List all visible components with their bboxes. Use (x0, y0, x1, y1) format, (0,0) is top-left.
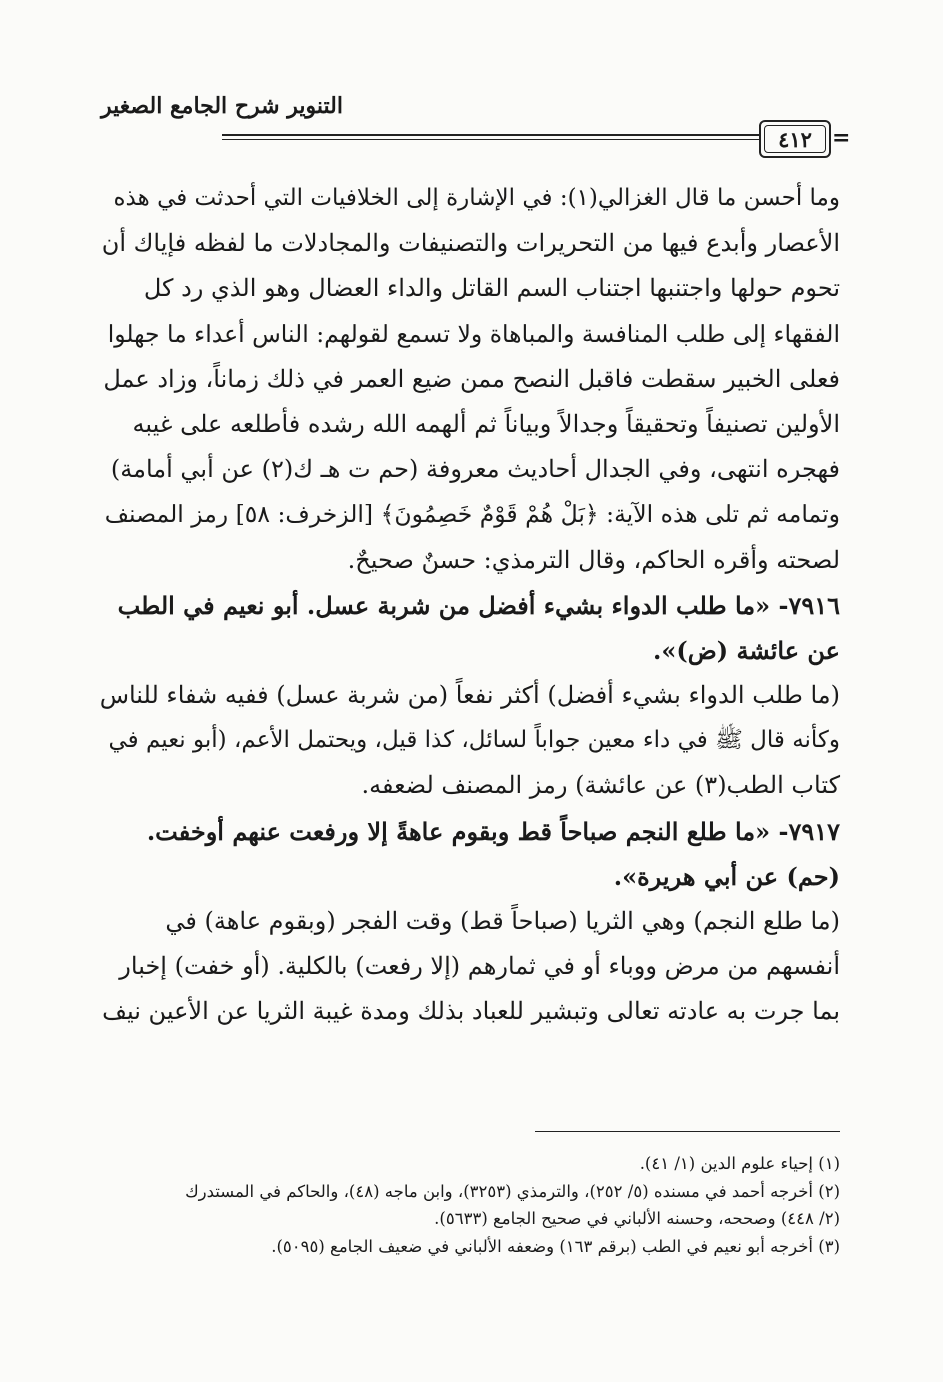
footnote: (٢/ ٤٤٨) وصححه، وحسنه الألباني في صحيح الجامع (٥٦٣٣). (434, 1209, 840, 1228)
body-line: بما جرت به عادته تعالى وتبشير للعباد بذلك ومدة غيبة الثريا عن الأعين نيف (102, 997, 840, 1026)
header-rule (222, 134, 822, 140)
body-line: أنفسهم من مرض ووباء أو في ثمارهم (إلا رفعت) بالكلية. (أو خفت) إخبار (119, 952, 840, 981)
body-line: الأولين تصنيفاً وتحقيقاً وجدالاً وبياناً ثم ألهمه الله رشده فأطلعه على غيبه (132, 409, 840, 438)
body-line: وكأنه قال ﷺ في داء معين جواباً لسائل، كذا قيل، ويحتمل الأعم، (أبو نعيم في (108, 727, 840, 754)
hadith-line: ٧٩١٦- «ما طلب الدواء بشيء أفضل من شربة عسل. أبو نعيم في الطب (117, 590, 840, 620)
body-line: (ما طلب الدواء بشيء أفضل) أكثر نفعاً (من شربة عسل) ففيه شفاء للناس (99, 681, 840, 710)
footnote: (٢) أخرجه أحمد في مسنده (٥/ ٢٥٢)، والترمذي (٣٢٥٣)، وابن ماجه (٤٨)، والحاكم في المستدرك (185, 1181, 840, 1201)
footnote-rule (535, 1131, 840, 1132)
footnote: (٣) أخرجه أبو نعيم في الطب (برقم ١٦٣) وضعفه الألباني في ضعيف الجامع (٥٠٩٥). (271, 1236, 840, 1256)
body-text (100, 176, 840, 1035)
running-title: التنوير شرح الجامع الصغير (101, 93, 343, 119)
body-line: لصحته وأقره الحاكم، وقال الترمذي: حسنٌ صحيحٌ. (347, 545, 840, 574)
body-line: وما أحسن ما قال الغزالي(١): في الإشارة إلى الخلافيات التي أحدثت في هذه (113, 185, 840, 211)
body-line: الأعصار وأبدع فيها من التحريرات والتصنيفات والمجادلات ما لفظه فإياك أن (101, 229, 840, 258)
body-line: فعلى الخبير سقطت فاقبل النصح ممن ضيع العمر في ذلك زماناً، وزاد عمل (103, 364, 840, 393)
page-number: ٤١٢ (764, 125, 826, 153)
body-line: كتاب الطب(٣) عن عائشة) رمز المصنف لضعفه. (361, 771, 840, 800)
body-line: وتمامه ثم تلى هذه الآية: ﴿بَلْ هُمْ قَوْمٌ خَصِمُونَ﴾ [الزخرف: ٥٨] رمز المصنف (104, 500, 840, 529)
page-number-box (759, 120, 831, 158)
footnotes (92, 1150, 840, 1260)
body-line: الفقهاء إلى طلب المنافسة والمباهاة ولا تسمع لقولهم: الناس أعداء ما جهلوا (107, 319, 840, 348)
body-line: (ما طلع النجم) وهي الثريا (صباحاً قط) وقت الفجر (وبقوم عاهة) في (165, 907, 840, 935)
footnote: (١) إحياء علوم الدين (١/ ٤١). (639, 1154, 840, 1173)
hadith-line: عن عائشة (ض)». (653, 635, 840, 665)
header-mark: = (832, 125, 851, 151)
hadith-line: (حم) عن أبي هريرة». (613, 861, 840, 891)
body-line: تحوم حولها واجتنبها اجتناب السم القاتل والداء العضال وهو الذي رد كل (143, 274, 840, 303)
hadith-line: ٧٩١٧- «ما طلع النجم صباحاً قط وبقوم عاهةً إلا ورفعت عنهم أوخفت. (146, 816, 840, 846)
body-line: فهجره انتهى، وفي الجدال أحاديث معروفة (حم ت هـ ك(٢) عن أبي أمامة) (110, 455, 840, 484)
